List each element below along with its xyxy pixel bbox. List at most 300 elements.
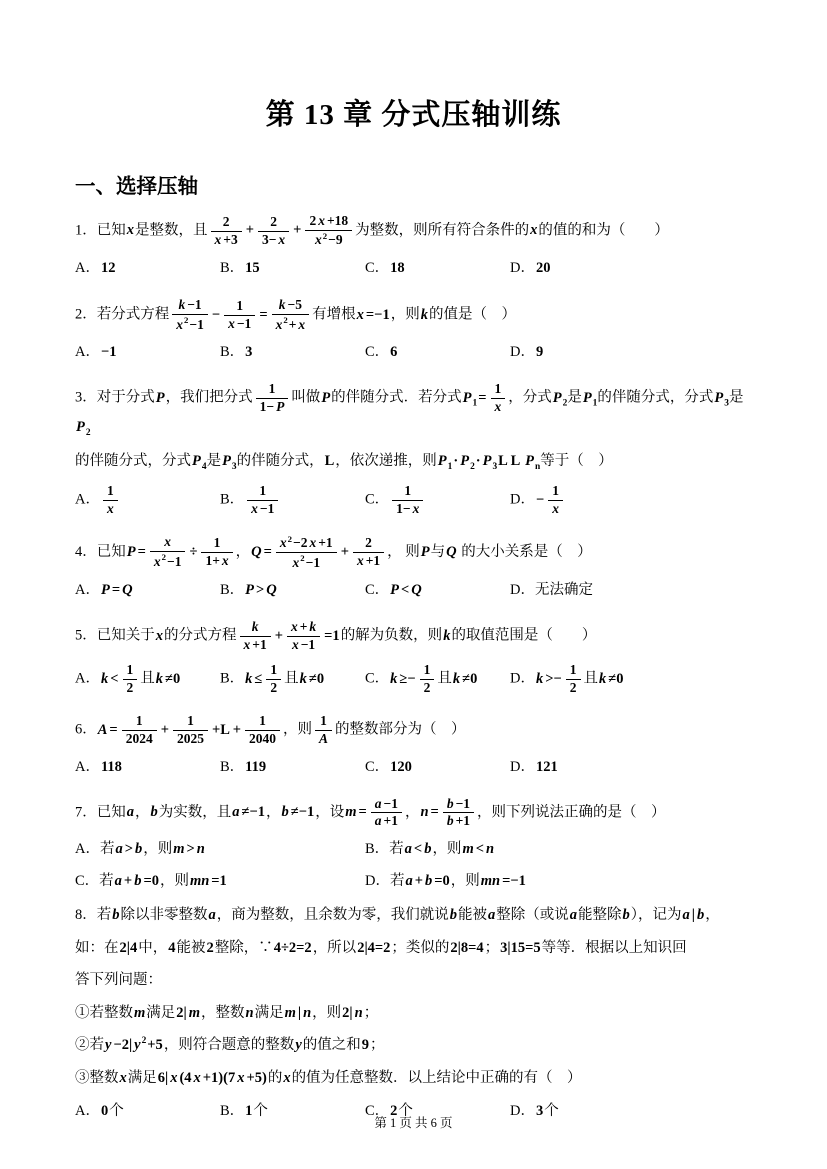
text-run: ，所以 [312, 939, 357, 956]
math-run: n [420, 804, 429, 821]
text-run: 个 [398, 1103, 413, 1120]
text-run: ，我们把分式 [165, 390, 253, 407]
text-run: 3．对于分式 [75, 390, 155, 407]
math-run: −2 [293, 535, 308, 551]
math-run: 3 [492, 461, 498, 472]
fraction [245, 713, 280, 748]
fraction-denominator [266, 680, 281, 697]
math-run: 2 [270, 679, 278, 695]
fraction-denominator [245, 731, 280, 748]
math-run: P [552, 390, 562, 407]
math-run: =−1 [502, 873, 526, 890]
math-run: ≠0 [462, 670, 478, 687]
math-run: −5 [287, 297, 302, 313]
math-run: P [582, 390, 592, 407]
math-run: +1 [318, 535, 333, 551]
math-run: P [276, 399, 285, 415]
option-item [510, 579, 752, 603]
option-item [75, 756, 220, 780]
fraction-numerator [548, 483, 563, 501]
text-run: C． [365, 670, 390, 687]
text-run: ①若整数 [75, 1004, 133, 1021]
math-run: = [111, 582, 121, 599]
math-run: P [714, 390, 724, 407]
text-run: 有增根 [312, 306, 356, 323]
text-run: ，整数 [201, 1004, 245, 1021]
math-run: < [475, 841, 484, 858]
math-run: 2 [470, 461, 475, 472]
math-run: a [114, 873, 122, 890]
fraction-denominator [172, 315, 208, 333]
text-run: ，商为整数，且余数为零，我们就说 [216, 907, 449, 924]
math-run: b [446, 795, 454, 811]
math-run: x [279, 535, 287, 551]
text-run: 叫做 [291, 390, 321, 407]
text-run: C．若 [75, 873, 114, 890]
fraction [211, 214, 242, 249]
math-run: A [97, 721, 108, 738]
text-run: ，则 [282, 721, 312, 738]
fraction-denominator [392, 501, 423, 518]
math-run: −1 [383, 795, 398, 811]
text-run: ，依次递推，则 [335, 452, 437, 469]
fraction [272, 297, 310, 333]
math-run: 1 [213, 535, 221, 551]
question-line [75, 713, 752, 748]
options-row [75, 579, 752, 603]
option-item [365, 579, 510, 603]
math-run: + [293, 222, 302, 239]
fraction-numerator [420, 662, 435, 680]
math-run: 2 [85, 427, 91, 438]
math-run: x [494, 399, 502, 415]
text-run: 的值的和为（ ） [538, 222, 669, 239]
math-run: = [109, 721, 118, 738]
math-run: 2 [309, 213, 317, 228]
option-item [510, 257, 752, 281]
text-run: 且 [140, 670, 155, 687]
fraction [256, 381, 289, 416]
math-run: = [263, 543, 272, 560]
math-run: 6 [390, 344, 398, 361]
math-run: +1 [455, 813, 471, 829]
fraction [172, 297, 208, 333]
math-run: b [424, 841, 432, 858]
math-run: =0 [143, 873, 159, 890]
math-run: x [309, 535, 317, 551]
math-run: k [420, 306, 428, 323]
math-run: | [297, 1004, 302, 1021]
fraction [276, 534, 337, 572]
math-run: = [358, 804, 367, 821]
fraction [173, 713, 208, 748]
text-run: 个 [109, 1103, 124, 1120]
text-run: ， [235, 543, 251, 560]
option-item [365, 341, 510, 365]
fraction-numerator [305, 213, 352, 231]
math-run: k [100, 670, 109, 687]
fraction [392, 483, 423, 518]
math-run: a [126, 804, 134, 821]
math-run: x [275, 316, 283, 332]
text-run: ， 则 [387, 543, 420, 560]
fraction [287, 619, 320, 654]
math-run: x [176, 316, 183, 332]
math-run: m [345, 804, 357, 821]
math-run: x [552, 500, 559, 516]
math-run: P [76, 419, 85, 436]
math-run: 2 [184, 315, 189, 326]
math-run: 1 [270, 662, 278, 678]
math-run: +3 [223, 231, 238, 247]
question-line [75, 381, 752, 441]
option-item [510, 756, 752, 780]
fraction-numerator [201, 535, 232, 553]
math-run: 1 [494, 381, 502, 397]
text-run: ③整数 [75, 1069, 119, 1086]
question-line [75, 297, 752, 333]
math-run: x [290, 619, 298, 635]
math-run: P [155, 390, 165, 407]
math-run: x [155, 628, 163, 645]
math-run: 1 [552, 482, 559, 498]
math-run: =0 [434, 873, 450, 890]
text-run: C． [365, 758, 390, 775]
question-line [75, 796, 752, 831]
fraction [103, 483, 118, 518]
text-run: 6． [75, 721, 97, 738]
math-run: −1 [189, 316, 204, 332]
fraction-numerator [443, 796, 474, 814]
math-run: P [482, 452, 492, 469]
math-run: P [222, 452, 231, 469]
math-run: x [153, 553, 161, 569]
math-run: x [251, 500, 258, 516]
question-line [75, 1065, 752, 1093]
text-run: 为整数，则所有符合条件的 [355, 222, 530, 239]
fraction-denominator [276, 553, 337, 571]
fraction-denominator [491, 399, 506, 416]
text-run: 是 [206, 452, 222, 469]
math-run: a [374, 813, 382, 829]
math-run: +1)(7 [202, 1069, 236, 1086]
math-run: n [303, 1004, 312, 1021]
math-run: ≠−1 [241, 804, 265, 821]
fraction-denominator [256, 399, 289, 416]
fraction [122, 713, 157, 748]
math-run: a [374, 795, 382, 811]
math-run: P [460, 452, 470, 469]
math-run: m [188, 1004, 201, 1021]
math-run: 1− [396, 500, 411, 516]
math-run: · [453, 452, 459, 469]
math-run: 1 [135, 712, 143, 728]
math-run: 6| [157, 1069, 169, 1086]
math-run: ≠−1 [290, 804, 315, 821]
math-run: 2 [283, 315, 288, 326]
fraction-denominator [287, 637, 320, 654]
fraction-numerator [245, 713, 280, 731]
math-run: 9 [361, 1037, 369, 1054]
text-run: ，则符合题意的整数 [163, 1037, 295, 1054]
text-run: C． [365, 1103, 390, 1120]
math-run: 2 [222, 213, 230, 229]
text-run: 整除（或说 [496, 907, 569, 924]
option-item [365, 838, 752, 862]
fraction-denominator [201, 553, 232, 570]
math-run: 9 [535, 344, 544, 361]
text-run: ，则 [159, 873, 189, 890]
math-run: y [105, 1037, 112, 1054]
fraction-numerator [150, 534, 186, 552]
fraction [315, 713, 332, 748]
fraction-denominator [247, 501, 278, 518]
math-run: n [245, 1004, 254, 1021]
math-run: b [281, 804, 289, 821]
math-run: x [214, 231, 222, 247]
options-row [75, 756, 752, 780]
math-run: =1 [324, 628, 340, 645]
math-run: Q [266, 582, 277, 599]
text-run: 的伴随分式，分式 [75, 452, 191, 469]
fraction-denominator [371, 813, 402, 830]
math-run: + [414, 873, 423, 890]
text-run: 与 [430, 543, 446, 560]
math-run: P [126, 543, 136, 560]
math-run: x [356, 306, 364, 323]
math-run: k [599, 670, 607, 687]
math-run: 2| [176, 1004, 187, 1021]
math-run: n [535, 461, 541, 472]
math-run: 2 [322, 230, 328, 241]
math-run: P [420, 543, 430, 560]
math-run: 2 [287, 533, 293, 544]
math-run: >− [545, 670, 562, 687]
math-run: x [530, 222, 538, 239]
text-run: 2．若分式方程 [75, 306, 170, 323]
question-line [75, 534, 752, 572]
math-run: b [135, 841, 143, 858]
text-run: ，则 [432, 841, 462, 858]
math-run: + [274, 628, 283, 645]
question-line [75, 1032, 752, 1060]
fraction-denominator [150, 552, 186, 570]
option-item [75, 257, 220, 281]
math-run: 1 [423, 662, 431, 678]
math-run: P [525, 452, 535, 469]
math-run: a [569, 907, 577, 924]
fraction-numerator [258, 214, 289, 232]
text-run: C． [365, 344, 390, 361]
options-row [75, 870, 752, 894]
math-run: y [134, 1037, 141, 1054]
math-run: −1 [305, 554, 321, 570]
question-line [75, 213, 752, 249]
math-run: P [245, 582, 255, 599]
math-run: x [356, 553, 364, 569]
math-run: b [622, 907, 630, 924]
math-run: a [208, 907, 216, 924]
math-run: 1 [187, 712, 194, 728]
text-run: ，则 [390, 306, 420, 323]
math-run: =1 [211, 873, 227, 890]
math-run: x [228, 315, 235, 331]
fraction-denominator [566, 680, 581, 697]
math-run: P [390, 582, 400, 599]
math-run: x [126, 222, 134, 239]
math-run: + [288, 316, 297, 332]
text-run: D． [510, 1103, 535, 1120]
math-run: 2 [141, 1036, 147, 1047]
math-run: < [413, 841, 423, 858]
fraction-denominator [211, 232, 242, 249]
option-item [75, 341, 220, 365]
text-run: B． [220, 670, 245, 687]
fraction [566, 662, 581, 697]
math-run: 2 [300, 553, 305, 564]
text-run: ，分式 [508, 390, 552, 407]
math-run: ÷ [189, 543, 198, 560]
math-run: Q [446, 543, 457, 560]
math-run: 2 [365, 535, 372, 551]
text-run: 能整除 [578, 907, 622, 924]
option-item [75, 483, 220, 518]
math-run: L L [498, 452, 524, 469]
math-run: > [186, 841, 195, 858]
fraction-denominator [420, 680, 435, 697]
option-item [220, 483, 365, 518]
math-run: a [488, 907, 496, 924]
text-run: 的 [267, 1069, 283, 1086]
math-run: m [284, 1004, 296, 1021]
math-run: 1 [259, 712, 266, 728]
math-run: 3 [724, 398, 729, 409]
text-run: 的值是（ ） [428, 306, 516, 323]
math-run: + [299, 619, 308, 635]
text-run: D． [510, 758, 535, 775]
fraction-denominator [548, 501, 563, 518]
math-run: b [446, 813, 454, 829]
option-item [510, 662, 752, 697]
option-item [365, 257, 510, 281]
math-run: −1 [187, 297, 202, 313]
fraction-denominator [258, 232, 289, 249]
math-run: 4÷2=2 [273, 939, 312, 956]
text-run: A． [75, 582, 100, 599]
fraction-denominator [272, 315, 310, 333]
fraction-denominator [103, 501, 118, 518]
math-run: k [178, 297, 186, 313]
math-run: 2|4 [119, 939, 138, 956]
math-run: 2 [569, 679, 577, 695]
text-run: B． [220, 344, 245, 361]
math-run: > [256, 582, 265, 599]
math-run: 3 [535, 1103, 544, 1120]
math-run: x [243, 637, 251, 653]
text-run: ； [370, 1037, 385, 1054]
math-run: m [173, 841, 185, 858]
math-run: 18 [390, 260, 405, 277]
text-run: A． [75, 260, 100, 277]
section-heading: 一、选择压轴 [75, 176, 198, 198]
fraction-numerator [122, 713, 157, 731]
text-run: 8．若 [75, 907, 112, 924]
math-run: P [100, 582, 110, 599]
math-run: n [196, 841, 205, 858]
math-run: b [425, 873, 433, 890]
math-run: P [192, 452, 201, 469]
math-run: 4 [201, 461, 207, 472]
fraction-denominator [443, 813, 474, 830]
math-run: k [390, 670, 398, 687]
text-run: B． [220, 1103, 245, 1120]
math-run: P [437, 452, 447, 469]
text-run: 答下列问题： [75, 972, 162, 989]
math-run: | [691, 907, 695, 924]
fraction-numerator [123, 662, 138, 680]
text-run: A． [75, 491, 100, 508]
math-run: 1 [236, 297, 244, 313]
fraction-denominator [122, 731, 157, 748]
math-run: 1 [447, 461, 453, 472]
text-run: 为实数，且 [158, 804, 232, 821]
text-run: 的解为负数，则 [340, 628, 443, 645]
text-run: ，设 [315, 804, 345, 821]
math-run: b [112, 907, 120, 924]
fraction-denominator [240, 637, 271, 654]
math-run: −1 [455, 795, 471, 811]
text-run: 的大小关系是（ ） [457, 543, 592, 560]
math-run: +1 [252, 637, 267, 653]
math-run: = [137, 543, 146, 560]
math-run: −1 [167, 553, 182, 569]
math-run: +5) [246, 1069, 267, 1086]
math-run: +L + [211, 721, 241, 738]
text-run: 1．已知 [75, 222, 126, 239]
text-run: ， [404, 804, 420, 821]
math-run: 2025 [176, 730, 204, 746]
math-run: 1 [268, 381, 276, 397]
math-run: m [134, 1004, 146, 1021]
option-item [220, 662, 365, 697]
text-run: 且 [437, 670, 452, 687]
math-run: −2| [113, 1037, 133, 1054]
math-run: x [119, 1069, 127, 1086]
text-run: B． [220, 582, 245, 599]
math-run: > [124, 841, 133, 858]
text-run: 的分式方程 [164, 628, 237, 645]
text-run: D． [510, 260, 535, 277]
option-item [510, 483, 752, 518]
fraction [371, 796, 402, 831]
fraction-numerator [240, 619, 271, 637]
options-row [75, 257, 752, 281]
page-footer: 第 1 页 共 6 页 [374, 1116, 453, 1130]
math-run: b [696, 907, 705, 924]
math-run: = [430, 804, 439, 821]
fraction [266, 662, 281, 697]
math-run: a [405, 873, 413, 890]
options-row [75, 341, 752, 365]
text-run: D． [510, 670, 535, 687]
fraction-numerator [256, 381, 289, 399]
text-run: 等等．根据以上知识回 [541, 939, 687, 956]
fraction-numerator [566, 662, 581, 680]
fraction-numerator [211, 214, 242, 232]
text-run: 的值为任意整数．以上结论中正确的有（ ） [291, 1069, 582, 1086]
fraction [443, 796, 474, 831]
math-run: 118 [100, 758, 122, 775]
